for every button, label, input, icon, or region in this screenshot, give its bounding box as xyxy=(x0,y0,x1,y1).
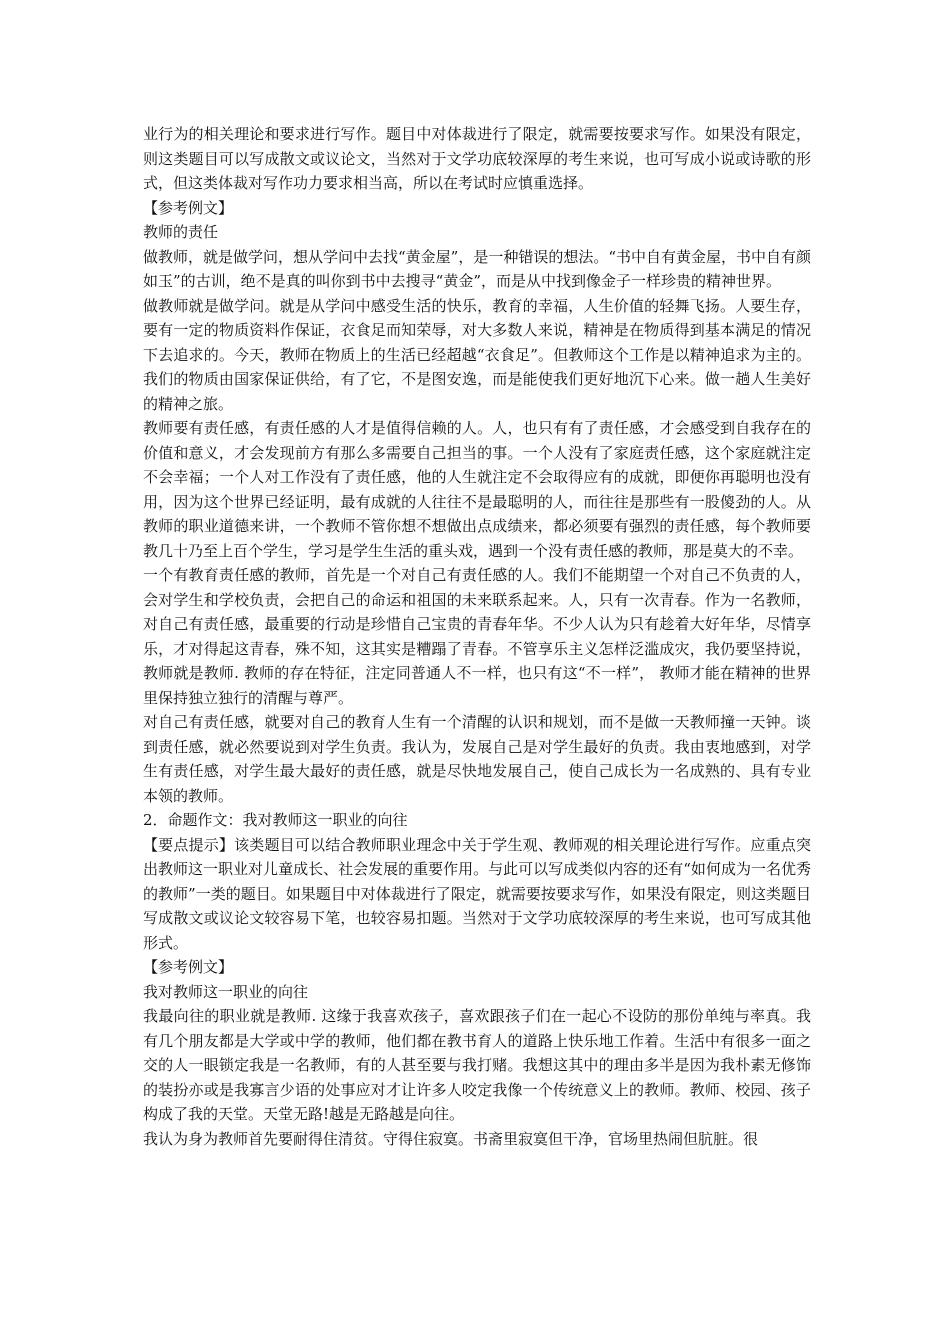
paragraph: 做教师就是做学问。就是从学问中感受生活的快乐，教育的幸福，人生价值的轻舞飞扬。人要生存，要有一定的物质资料作保证，衣食足而知荣辱，对大多数人来说，精神是在物质得到基本满足的情况下去追求的。今天，教师在物质上的生活已经超越“衣食足”。但教师这个工作是以精神追求为主的。我们的物质由国家保证供给，有了它，不是图安逸，而是能使我们更好地沉下心来。做一趟人生美好的精神之旅。 xyxy=(143,296,811,413)
paragraph-continuation: 业行为的相关理论和要求进行写作。题目中对体裁进行了限定，就需要按要求写作。如果没有限定，则这类题目可以写成散文或议论文，当然对于文学功底较深厚的考生来说，也可写成小说或诗歌的形式，但这类体裁对写作功力要求相当高，所以在考试时应慎重选择。 xyxy=(143,125,811,192)
essay-title-teacher-responsibility: 教师的责任 xyxy=(143,223,219,241)
paragraph: 教师要有责任感，有责任感的人才是值得信赖的人。人，也只有有了责任感，才会感受到自我存在的价值和意义，才会发现前方有那么多需要自己担当的事。一个人没有了家庭责任感，这个家庭就注定不会幸福；一个人对工作没有了责任感，他的人生就注定不会取得应有的成就，即便你再聪明也没有用，因为这个世界已经证明，最有成就的人往往不是最聪明的人，而往往是那些有一股傻劲的人。从教师的职业道德来讲，一个教师不管你想不想做出点成绩来，都必须要有强烈的责任感，每个教师要教几十乃至上百个学生，学习是学生生活的重头戏，遇到一个没有责任感的教师，那是莫大的不幸。 xyxy=(143,419,811,560)
document-page xyxy=(143,122,811,1151)
section-heading-reference-essay: 【参考例文】 xyxy=(143,958,234,976)
key-points-paragraph: 【要点提示】该类题目可以结合教师职业理念中关于学生观、教师观的相关理论进行写作。应重点突出教师这一职业对儿童成长、社会发展的重要作用。与此可以写成类似内容的还有“如何成为一名优秀的教师”一类的题目。如果题目中对体裁进行了限定，就需要按要求写作，如果没有限定，则这类题目写成散文或议论文较容易下笔，也较容易扣题。当然对于文学功底较深厚的考生来说，也可写成其他形式。 xyxy=(143,835,811,952)
paragraph: 对自己有责任感，就要对自己的教育人生有一个清醒的认识和规划，而不是做一天教师撞一天钟。谈到责任感，就必然要说到对学生负责。我认为，发展自己是对学生最好的负责。我由衷地感到，对学生有责任感，对学生最大最好的责任感，就是尽快地发展自己，使自己成长为一名成熟的、具有专业本领的教师。 xyxy=(143,713,811,805)
paragraph: 我最向往的职业就是教师. 这缘于我喜欢孩子，喜欢跟孩子们在一起心不设防的那份单纯与率真。我有几个朋友都是大学或中学的教师，他们都在教书育人的道路上快乐地工作着。生活中有很多一面之交的人一眼锁定我是一名教师，有的人甚至要与我打赌。我想这其中的理由多半是因为我朴素无修饰的装扮亦或是我寡言少语的处事应对才让许多人咬定我像一个传统意义上的教师。教师、校园、孩子构成了我的天堂。天堂无路!越是无路越是向往。 xyxy=(143,1007,811,1123)
topic-heading-2: 2．命题作文：我对教师这一职业的向往 xyxy=(143,811,408,829)
section-heading-reference-essay: 【参考例文】 xyxy=(143,198,234,217)
paragraph: 我认为身为教师首先要耐得住清贫。守得住寂寞。书斋里寂寞但干净，官场里热闹但肮脏。很 xyxy=(143,1129,759,1148)
paragraph: 做教师，就是做学问，想从学问中去找“黄金屋”，是一种错误的想法。“书中自有黄金屋，书中自有颜如玉”的古训，绝不是真的叫你到书中去搜寻“黄金”，而是从中找到像金子一样珍贵的精神世界。 xyxy=(143,247,812,290)
essay-title-aspiration: 我对教师这一职业的向往 xyxy=(143,982,309,1001)
paragraph: 一个有教育责任感的教师，首先是一个对自己有责任感的人。我们不能期望一个对自己不负责的人，会对学生和学校负责，会把自己的命运和祖国的未来联系起来。人，只有一次青春。作为一名教师，对自己有责任感，最重要的行动是珍惜自己宝贵的青春年华。不少人认为只有趁着大好年华，尽情享乐，才对得起这青春，殊不知，这其实是糟蹋了青春。不管享乐主义怎样泛滥成灾，我仍要坚持说，教师就是教师. 教师的存在特征，注定同普通人不一样，也只有这“不一样”， 教师才能在精神的世界里保持独立独行的清醒与尊严。 xyxy=(143,566,811,707)
